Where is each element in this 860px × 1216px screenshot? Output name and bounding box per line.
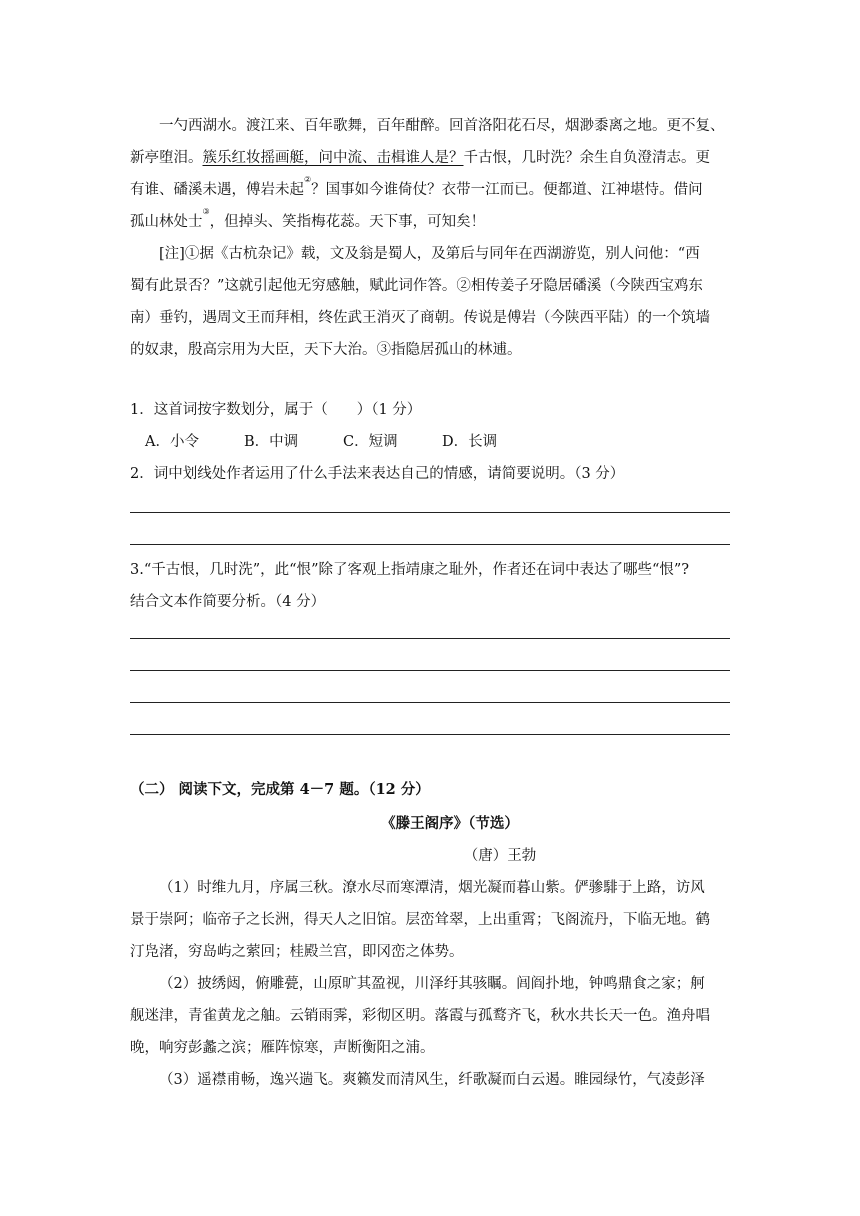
passage-title: 《滕王阁序》（节选） (381, 815, 519, 832)
footnote-marker: ② (304, 175, 312, 185)
poem-text: ，但掉头、笑指梅花蕊。天下事，可知矣！ (209, 214, 486, 230)
option-d[interactable]: D．长调 (442, 434, 498, 450)
para2-line-1: （2）披绣闼，俯雕甍，山原旷其盈视，川泽纡其骇瞩。闾阎扑地，钟鸣鼎食之家；舸 (159, 976, 705, 992)
para1-line-1: （1）时维九月，序属三秋。潦水尽而寒潭清，烟光凝而暮山紫。俨骖騑于上路，访风 (159, 880, 705, 896)
question-2: 2．词中划线处作者运用了什么手法来表达自己的情感，请简要说明。（3 分） (130, 466, 625, 482)
poem-line-3 (130, 174, 730, 206)
answer-line[interactable] (130, 544, 730, 545)
note-line-3: 南）垂钓，遇周文王而拜相，终佐武王消灭了商朝。传说是傅岩（今陕西平陆）的一个筑墙 (130, 310, 710, 326)
underlined-phrase: 簇乐红妆摇画艇，问中流、击楫谁人是？ (202, 150, 464, 166)
answer-line[interactable] (130, 702, 730, 703)
para3-line-1: （3）遥襟甫畅，逸兴遄飞。爽籁发而清风生，纤歌凝而白云遏。睢园绿竹，气凌彭泽 (159, 1072, 705, 1088)
footnote-marker: ③ (202, 207, 210, 217)
poem-text: 有谁、磻溪未遇，傅岩未起 (130, 182, 304, 198)
para1-line-3: 汀凫渚，穷岛屿之萦回；桂殿兰宫，即冈峦之体势。 (130, 944, 464, 960)
answer-line[interactable] (130, 734, 730, 735)
option-b[interactable]: B．中调 (244, 434, 299, 450)
question-3-line-2: 结合文本作简要分析。（4 分） (130, 594, 326, 610)
question-1: 1．这首词按字数划分，属于（ ）（1 分） (130, 402, 422, 418)
poem-line-4 (130, 206, 730, 238)
question-3-line-1: 3.“千古恨，几时洗”，此“恨”除了客观上指靖康之耻外，作者还在词中表达了哪些“恨”? (130, 562, 690, 578)
question-1-options (145, 426, 745, 458)
para2-line-3: 晚，响穷彭蠡之滨；雁阵惊寒，声断衡阳之浦。 (130, 1040, 435, 1056)
note-line-4: 的奴隶，殷高宗用为大臣，天下大治。③指隐居孤山的林逋。 (130, 342, 522, 358)
note-line-1: [注]①据《古杭杂记》载，文及翁是蜀人，及第后与同年在西湖游览，别人问他：“西 (159, 246, 700, 262)
answer-line[interactable] (130, 670, 730, 671)
poem-text: ？国事如今谁倚仗？衣带一江而已。便都道、江神堪恃。借问 (311, 182, 703, 198)
poem-text: 一勺西湖水。渡江来、百年歌舞，百年酣醉。回首洛阳花石尽，烟渺黍离之地。更不复、 (159, 118, 725, 134)
poem-text: 新亭堕泪。 (130, 150, 203, 166)
poem-line-2 (130, 142, 730, 174)
para2-line-2: 舰迷津，青雀黄龙之舳。云销雨霁，彩彻区明。落霞与孤鹜齐飞，秋水共长天一色。渔舟唱 (130, 1008, 710, 1024)
note-line-2: 蜀有此景否？”这就引起他无穷感触，赋此词作答。②相传姜子牙隐居磻溪（今陕西宝鸡东 (130, 278, 703, 294)
option-c[interactable]: C．短调 (343, 434, 398, 450)
poem-text: 千古恨，几时洗？余生自负澄清志。更 (463, 150, 710, 166)
poem-line-1 (130, 110, 730, 142)
section-heading: （二） 阅读下文，完成第 4－7 题。（12 分） (130, 781, 430, 798)
answer-line[interactable] (130, 512, 730, 513)
option-a[interactable]: A．小令 (145, 434, 199, 450)
answer-line[interactable] (130, 638, 730, 639)
poem-text: 孤山林处士 (130, 214, 203, 230)
passage-author: （唐）王勃 (463, 848, 537, 864)
para1-line-2: 景于崇阿；临帝子之长洲，得天人之旧馆。层峦耸翠，上出重霄；飞阁流丹，下临无地。鹤 (130, 912, 710, 928)
